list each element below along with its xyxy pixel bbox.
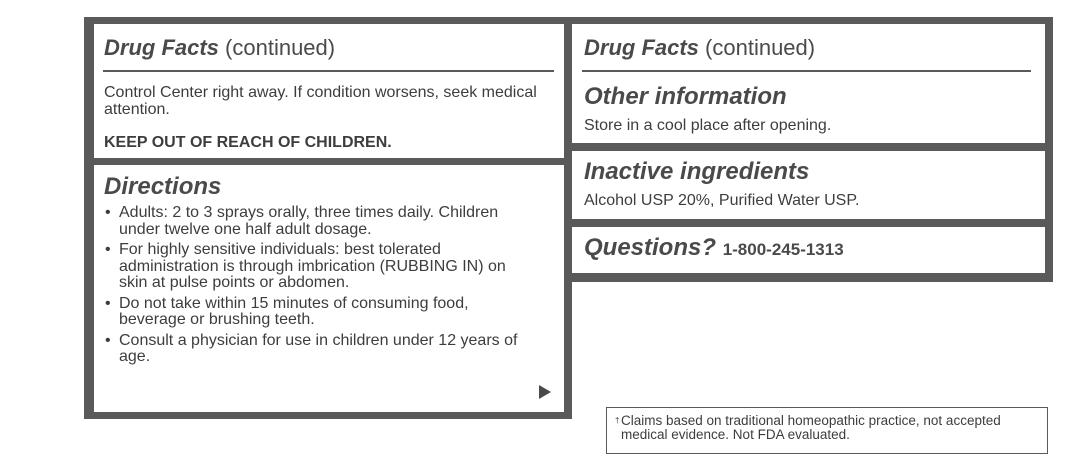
- continued-label: (continued): [698, 35, 816, 60]
- footnote-text: Claims based on traditional homeopathic practice, not accepted medical evidence. Not FDA evaluated.: [621, 413, 1001, 442]
- footnote-box: [606, 407, 1048, 454]
- right-triangle-icon: [539, 385, 551, 399]
- directions-title: Directions: [104, 173, 222, 200]
- questions-title: [584, 236, 844, 260]
- keep-out-warning: KEEP OUT OF REACH OF CHILDREN.: [104, 134, 392, 151]
- header-rule: [103, 70, 554, 72]
- drug-facts-title: Drug Facts: [584, 35, 699, 60]
- continued-text: Control Center right away. If condition worsens, seek medical attention.: [104, 84, 537, 118]
- left-header-box: [94, 24, 564, 158]
- directions-item: • Do not take within 15 minutes of consuming food, beverage or brushing teeth.: [103, 296, 538, 329]
- inactive-ingredients-box: [572, 151, 1045, 219]
- dagger-mark: †: [615, 416, 620, 425]
- drug-facts-title: Drug Facts: [104, 35, 219, 60]
- questions-phone: 1-800-245-1313: [722, 240, 844, 259]
- questions-label: Questions?: [584, 234, 717, 261]
- right-drug-facts-panel: [572, 17, 1053, 282]
- inactive-text: Alcohol USP 20%, Purified Water USP.: [584, 192, 860, 209]
- continued-label: (continued): [218, 35, 336, 60]
- directions-item: • Adults: 2 to 3 sprays orally, three times daily. Children under twelve one half adult dosage.: [103, 205, 538, 238]
- directions-item: • For highly sensitive individuals: best tolerated administration is through imbrication (RUBBING IN) on skin at pulse points or abdomen.: [103, 242, 538, 292]
- directions-item: • Consult a physician for use in children under 12 years of age.: [103, 333, 538, 366]
- right-panel-header: [584, 37, 815, 59]
- other-info-text: Store in a cool place after opening.: [584, 117, 832, 134]
- directions-box: [94, 165, 564, 412]
- other-info-title: Other information: [584, 83, 787, 110]
- directions-list: [103, 205, 538, 370]
- questions-box: [572, 227, 1045, 273]
- header-rule: [582, 70, 1031, 72]
- inactive-title: Inactive ingredients: [584, 158, 810, 185]
- left-drug-facts-panel: [84, 17, 572, 419]
- right-header-box: [572, 24, 1045, 143]
- left-panel-header: [104, 37, 335, 59]
